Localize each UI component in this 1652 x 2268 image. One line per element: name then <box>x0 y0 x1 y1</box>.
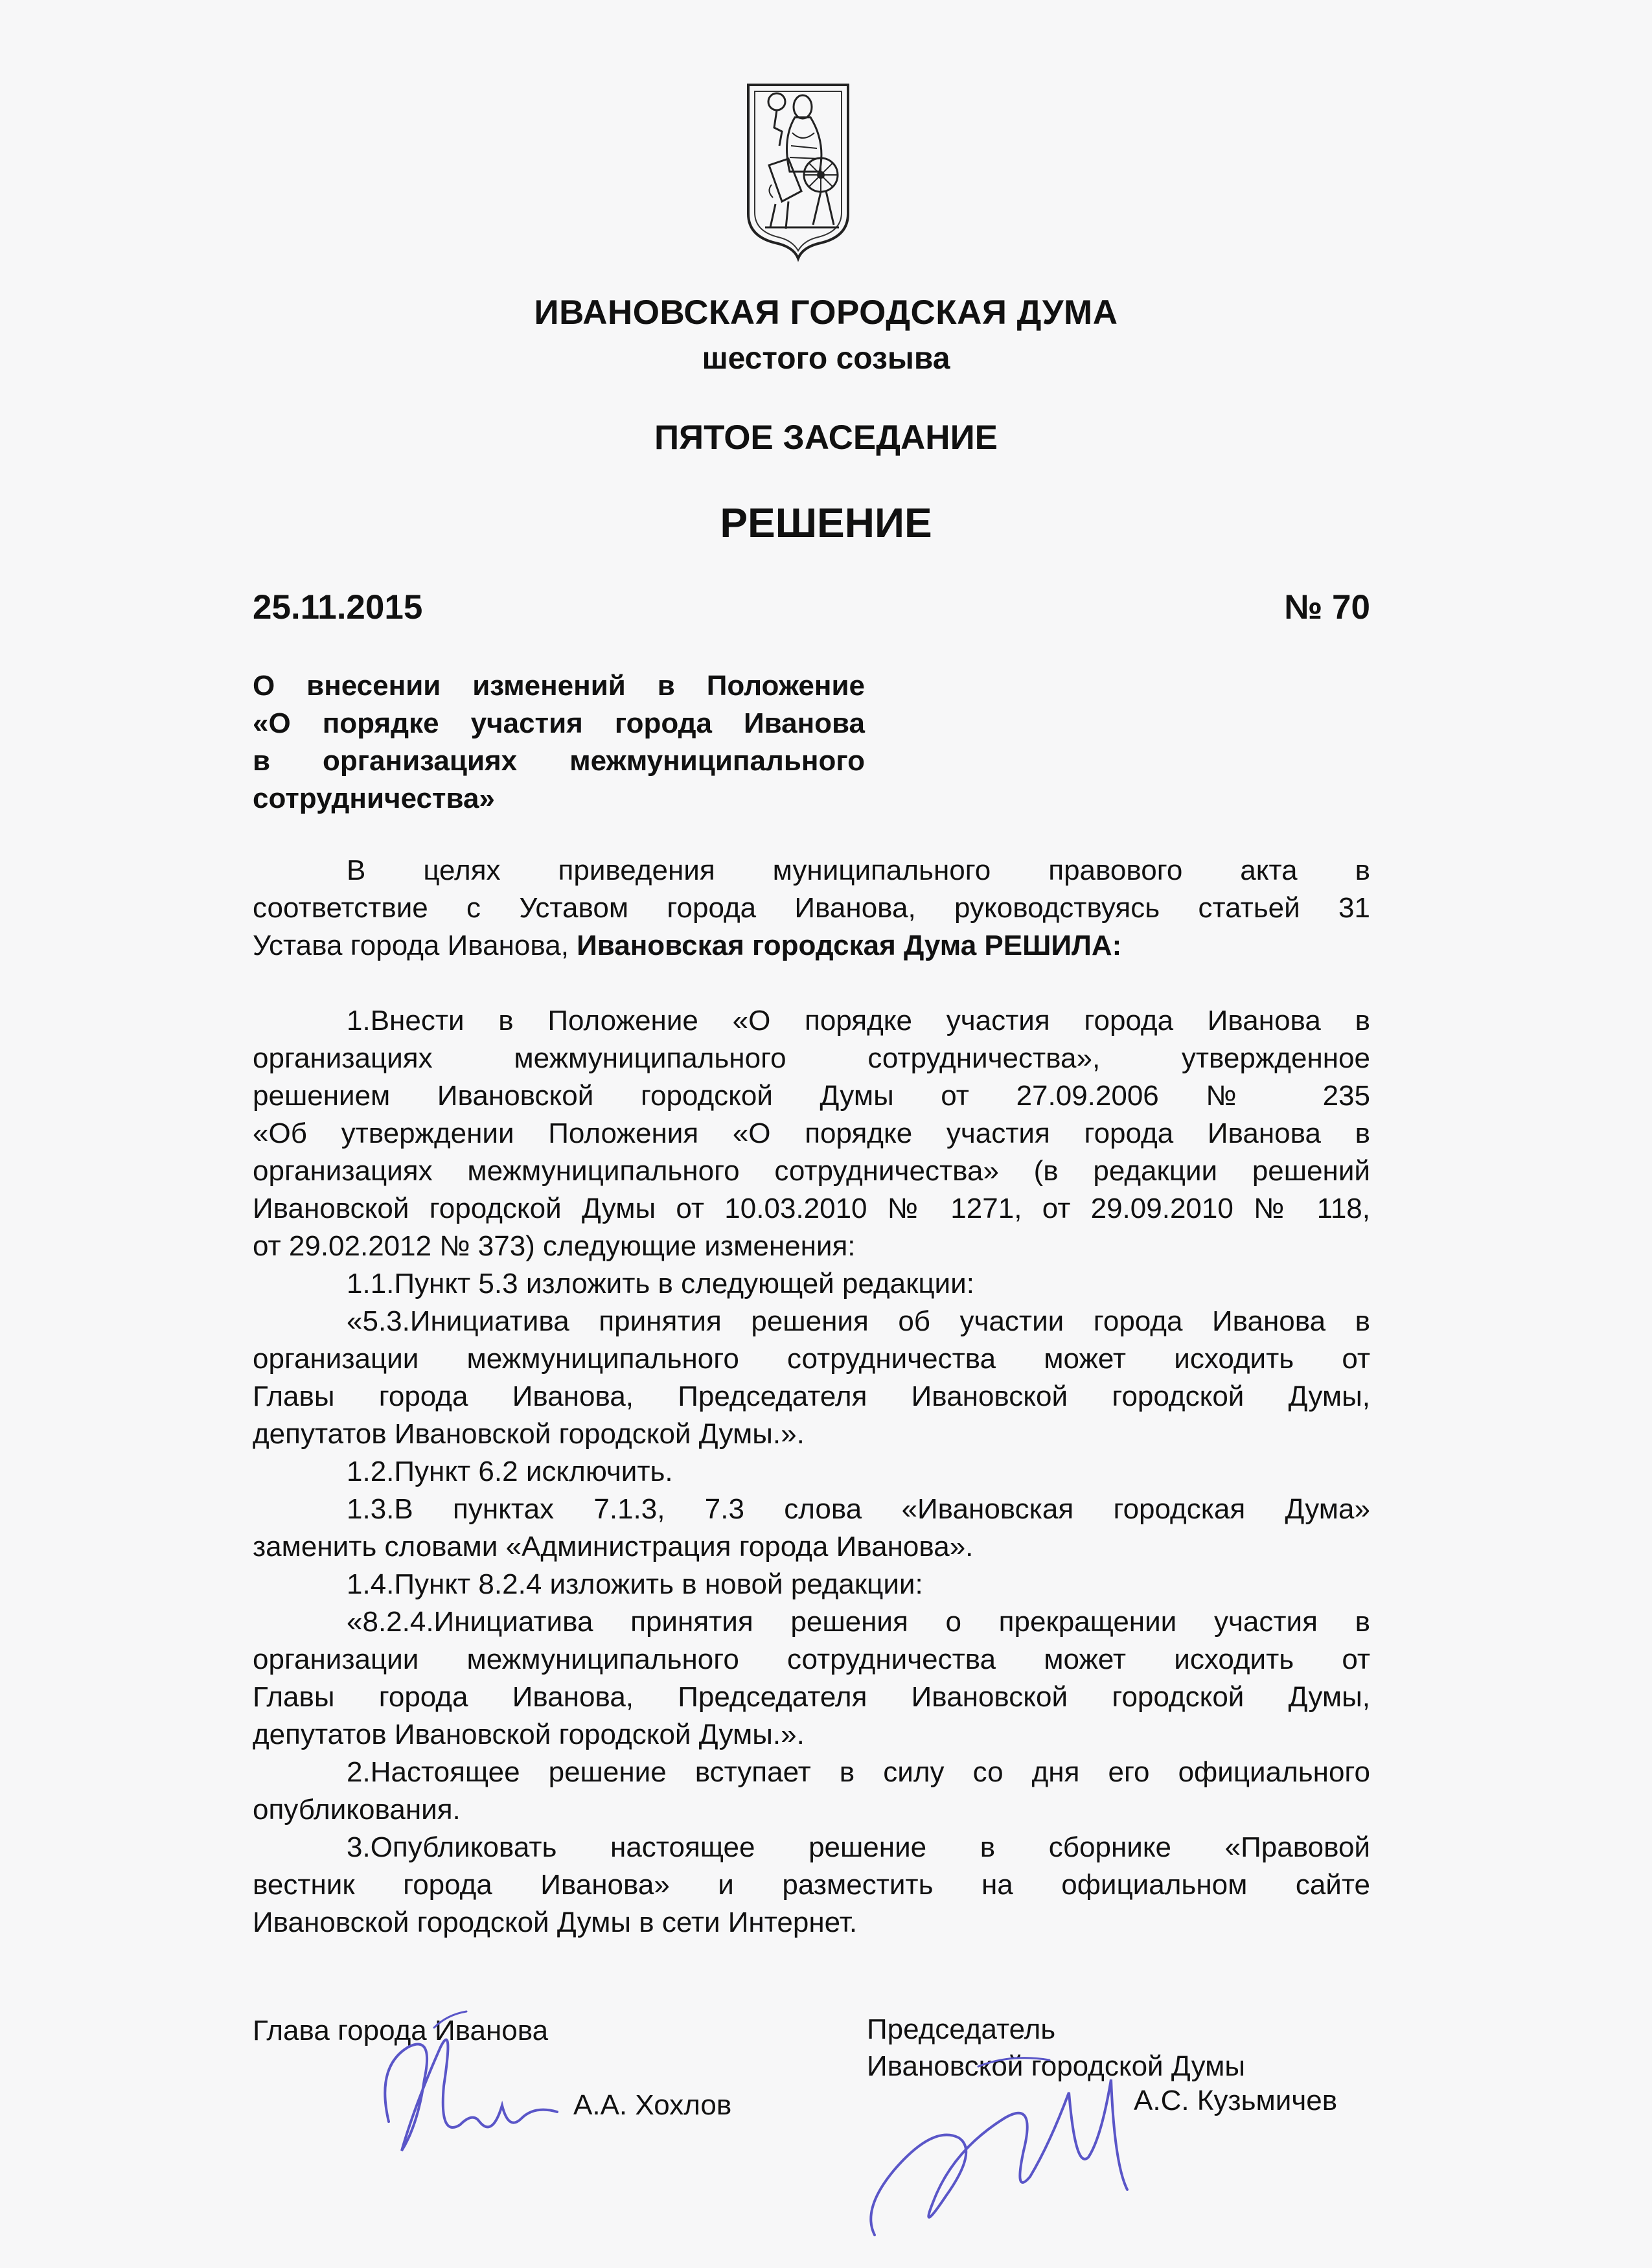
decision-date: 25.11.2015 <box>253 588 423 626</box>
organization-name: ИВАНОВСКАЯ ГОРОДСКАЯ ДУМА <box>534 293 1118 332</box>
paragraph-line: организациях межмуниципального сотрудничества», утвержденное <box>253 1042 1370 1074</box>
paragraph-line: вестник города Иванова» и разместить на официальном сайте <box>253 1869 1370 1901</box>
chairman-name: А.С. Кузьмичев <box>1134 2085 1338 2116</box>
paragraph-line: 1.1.Пункт 5.3 изложить в следующей редакции: <box>347 1268 974 1300</box>
paragraph-line: решением Ивановской городской Думы от 27.09.2006 № 235 <box>253 1080 1370 1112</box>
paragraph-line: депутатов Ивановской городской Думы.». <box>253 1719 805 1750</box>
paragraph-line: от 29.02.2012 № 373) следующие изменения: <box>253 1230 856 1262</box>
paragraph-line: 2.Настоящее решение вступает в силу со дня его официального <box>347 1756 1370 1788</box>
subject-line: «О порядке участия города Иванова <box>253 707 865 739</box>
mayor-title: Глава города Иванова <box>253 2015 549 2046</box>
chairman-title-continued: Ивановской городской Думы <box>867 2050 1246 2082</box>
resolution-phrase: Ивановская городская Дума РЕШИЛА: <box>577 930 1122 961</box>
decision-body <box>253 852 1370 1942</box>
paragraph-line: опубликования. <box>253 1794 461 1826</box>
paragraph-line: «Об утверждении Положения «О порядке участия города Иванова в <box>253 1117 1370 1149</box>
coat-of-arms-icon <box>743 81 853 262</box>
subject-line: О внесении изменений в Положение <box>253 670 865 702</box>
preamble-text: Устава города Иванова, <box>253 930 577 961</box>
paragraph-line: организации межмуниципального сотрудничества может исходить от <box>253 1343 1370 1375</box>
mayor-name: А.А. Хохлов <box>573 2089 732 2121</box>
decision-subject <box>253 667 865 818</box>
preamble-line: В целях приведения муниципального правового акта в <box>347 854 1370 886</box>
session-title: ПЯТОЕ ЗАСЕДАНИЕ <box>654 418 998 457</box>
paragraph-line: Ивановской городской Думы в сети Интернет. <box>253 1907 858 1938</box>
chairman-title: Председатель <box>867 2013 1056 2045</box>
paragraph-line: Главы города Иванова, Председателя Ивановской городской Думы, <box>253 1380 1370 1412</box>
mayor-signature <box>363 2008 577 2177</box>
convocation-label: шестого созыва <box>702 341 950 376</box>
paragraph-line: депутатов Ивановской городской Думы.». <box>253 1418 805 1450</box>
chairman-signature <box>855 2041 1166 2254</box>
paragraph-line: 1.Внести в Положение «О порядке участия города Иванова в <box>347 1005 1370 1037</box>
preamble-line: соответствие с Уставом города Иванова, руководствуясь статьей 31 <box>253 892 1370 924</box>
paragraph-line: «5.3.Инициатива принятия решения об участии города Иванова в <box>347 1305 1370 1337</box>
paragraph-line: 1.2.Пункт 6.2 исключить. <box>347 1456 673 1487</box>
paragraph-line: Ивановской городской Думы от 10.03.2010 № 1271, от 29.09.2010 № 118, <box>253 1193 1370 1224</box>
paragraph-line: организации межмуниципального сотрудничества может исходить от <box>253 1644 1370 1675</box>
preamble-line <box>253 927 1370 965</box>
paragraph-line: заменить словами «Администрация города Иванова». <box>253 1531 974 1563</box>
subject-line: в организациях межмуниципального <box>253 745 865 777</box>
decision-number: № 70 <box>1284 588 1370 626</box>
document-type-title: РЕШЕНИЕ <box>720 499 932 546</box>
paragraph-line: 1.3.В пунктах 7.1.3, 7.3 слова «Ивановская городская Дума» <box>347 1493 1370 1525</box>
paragraph-line: Главы города Иванова, Председателя Ивановской городской Думы, <box>253 1681 1370 1713</box>
paragraph-line: 3.Опубликовать настоящее решение в сборнике «Правовой <box>347 1831 1370 1863</box>
paragraph-line: организациях межмуниципального сотрудничества» (в редакции решений <box>253 1155 1370 1187</box>
subject-line: сотрудничества» <box>253 783 495 814</box>
paragraph-line: «8.2.4.Инициатива принятия решения о прекращении участия в <box>347 1606 1370 1638</box>
paragraph-line: 1.4.Пункт 8.2.4 изложить в новой редакции: <box>347 1568 923 1600</box>
